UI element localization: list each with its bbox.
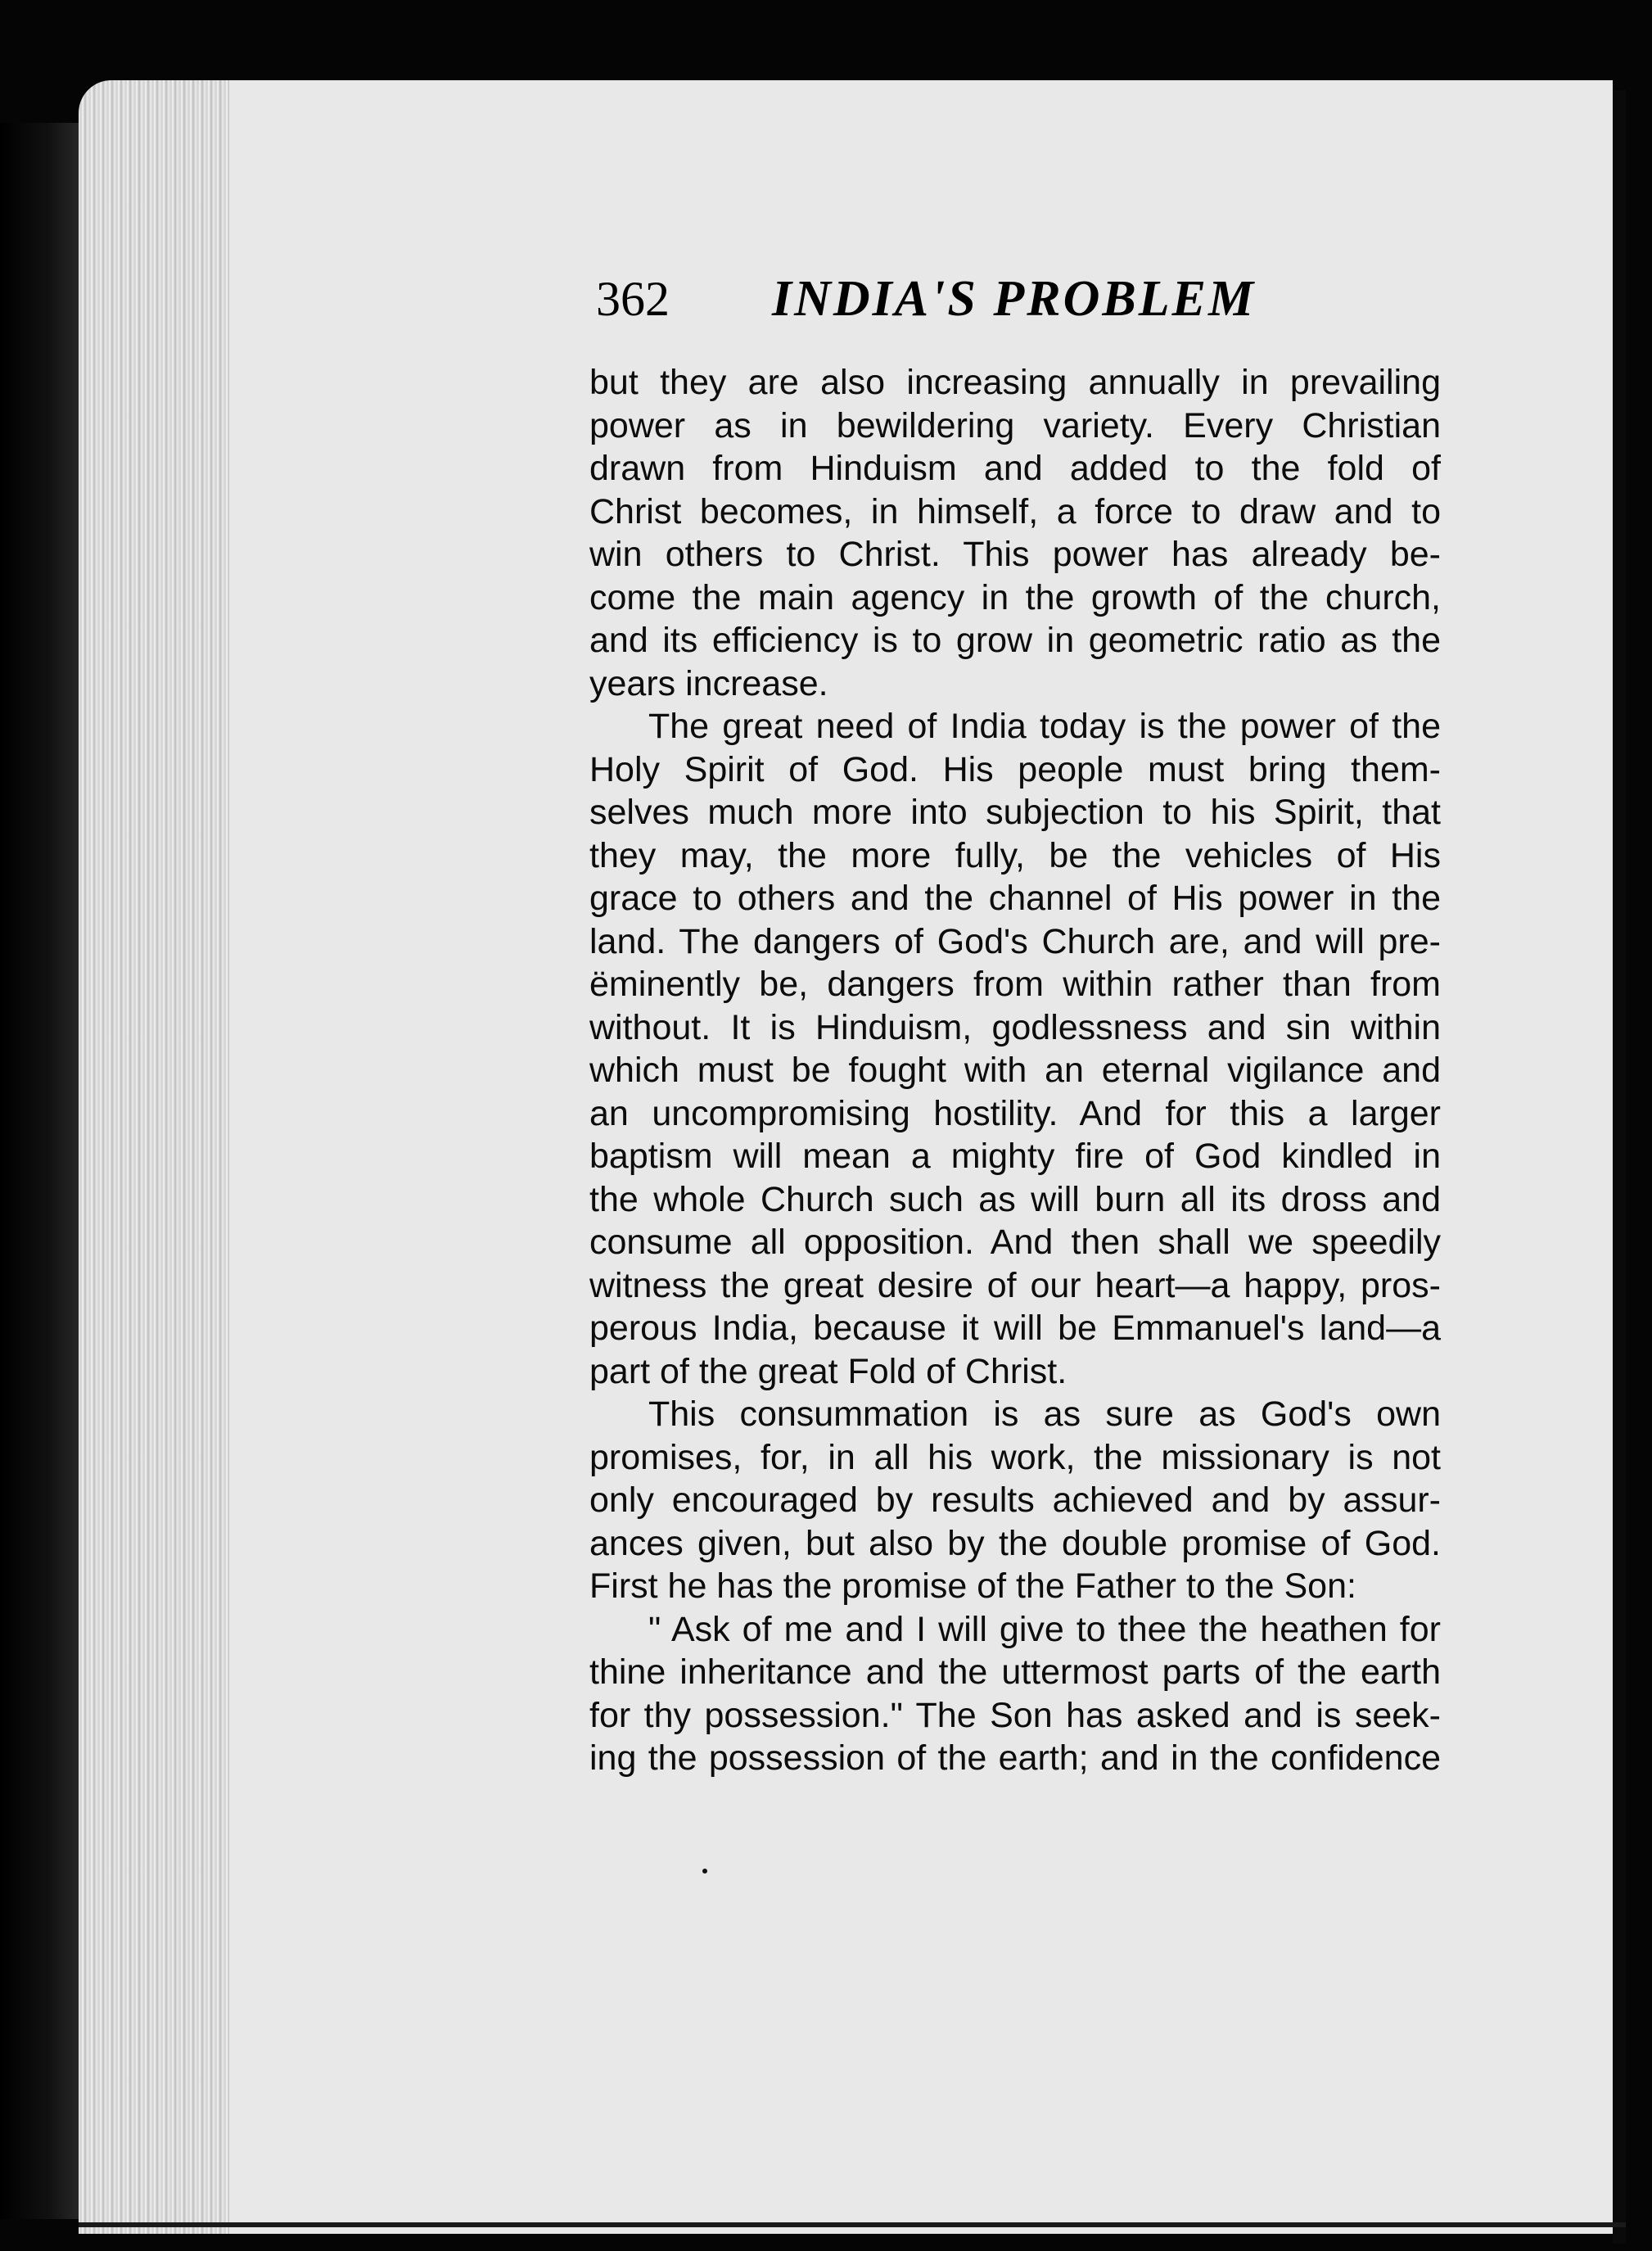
facing-page-edge [1613, 90, 1626, 2244]
text-line: consume all opposition. And then shall we speedily [589, 1223, 1441, 1262]
book-spine [0, 123, 82, 2219]
text-line: land. The dangers of God's Church are, and will pre- [589, 921, 1441, 961]
text-line: ëminently be, dangers from within rather than from [589, 965, 1441, 1004]
page-edges [79, 80, 234, 2234]
text-line: witness the great desire of our heart—a happy, pros- [589, 1265, 1441, 1305]
text-line: Holy Spirit of God. His people must bring them- [589, 749, 1441, 789]
text-line: years increase. [589, 663, 828, 703]
text-line: without. It is Hinduism, godlessness and sin within [589, 1007, 1441, 1047]
text-line: an uncompromising hostility. And for this a larger [589, 1093, 1441, 1133]
text-line: they may, the more fully, be the vehicles of His [589, 835, 1441, 875]
text-line: perous India, because it will be Emmanuel's land—a [589, 1309, 1441, 1348]
text-line: ances given, but also by the double promise of God. [589, 1523, 1441, 1563]
text-line: selves much more into subjection to his Spirit, that [589, 793, 1441, 832]
text-line: Christ becomes, in himself, a force to draw and to [589, 491, 1441, 531]
body-text [589, 361, 1441, 1780]
text-line: win others to Christ. This power has already be- [589, 535, 1441, 574]
text-line: promises, for, in all his work, the missionary is not [589, 1437, 1441, 1477]
text-line: ing the possession of the earth; and in the confidence [589, 1738, 1441, 1778]
running-head: INDIA'S PROBLEM [772, 271, 1257, 327]
text-line: The great need of India today is the power of the [648, 707, 1441, 746]
text-line: power as in bewildering variety. Every Christian [589, 405, 1441, 445]
text-line: " Ask of me and I will give to thee the heathen for [648, 1609, 1441, 1649]
text-line: come the main agency in the growth of the church, [589, 577, 1441, 617]
text-line: which must be fought with an eternal vigilance and [589, 1051, 1441, 1090]
text-line: but they are also increasing annually in prevailing [589, 363, 1441, 402]
text-line: grace to others and the channel of His power in the [589, 879, 1441, 918]
text-line: part of the great Fold of Christ. [589, 1351, 1067, 1391]
page-bottom-edge [79, 2222, 1626, 2227]
text-line: thine inheritance and the uttermost parts of the earth [589, 1652, 1441, 1692]
text-line: drawn from Hinduism and added to the fold of [589, 449, 1441, 488]
text-line: only encouraged by results achieved and by assur- [589, 1480, 1441, 1520]
text-line: and its efficiency is to grow in geometric ratio as the [589, 621, 1441, 660]
text-line: for thy possession." The Son has asked and is seek- [589, 1695, 1441, 1735]
text-line: the whole Church such as will burn all its dross and [589, 1179, 1441, 1219]
text-line: baptism will mean a mighty fire of God kindled in [589, 1137, 1441, 1176]
text-line: This consummation is as sure as God's own [648, 1394, 1441, 1434]
page-header [596, 266, 1439, 332]
text-line: First he has the promise of the Father to the Son: [589, 1566, 1356, 1606]
speck [702, 1869, 707, 1874]
page-number: 362 [596, 272, 670, 326]
